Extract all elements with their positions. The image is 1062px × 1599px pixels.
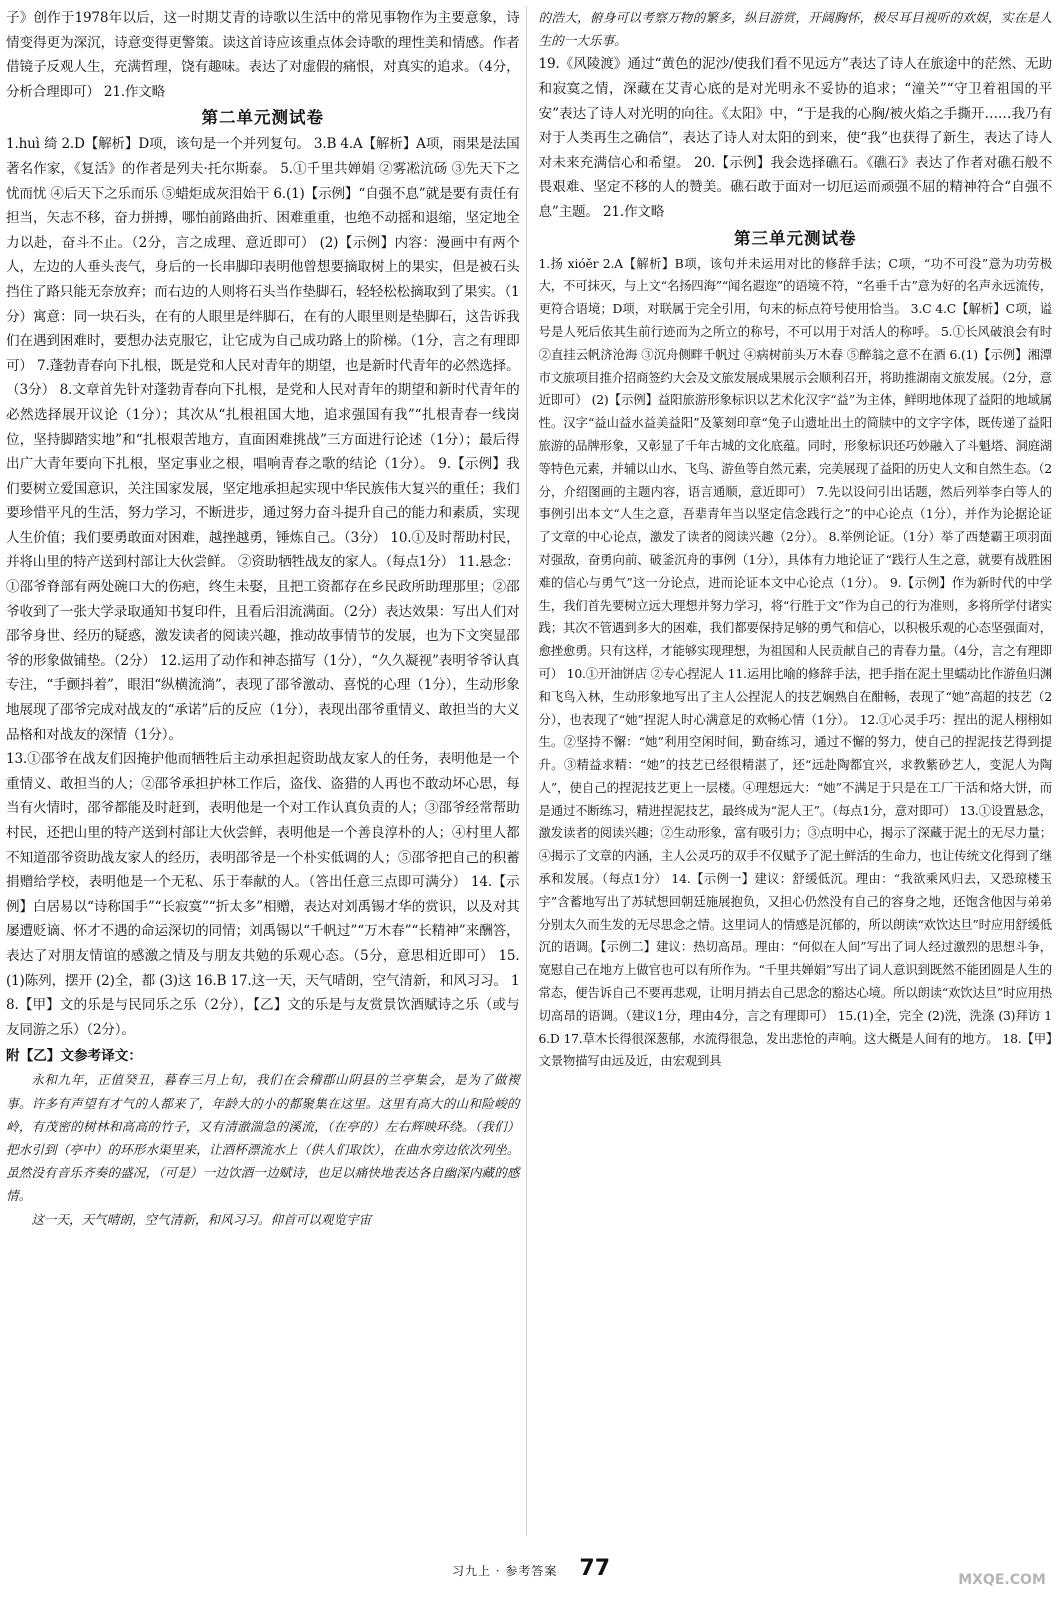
unit2-title: 第二单元测试卷 (201, 108, 324, 128)
unit3-answers: 1.扬 xióěr 2.A【解析】B项，该句并未运用对比的修辞手法；C项，“功不可没”意为功劳极大，不可抹灭，与上文“名扬四海”“闻名遐迩”的语境不符，“名垂千古”意为好的名声永远流传，更符合语境；D项，对联属于完全引用，句末的标点符号使用恰当。 3.C 4.C【解析】C项，谥号是人死后依其生前行迹而为之所立的称号，不可以用于对活人的称呼。 5.①长风破浪会有时 ②直挂云帆济沧海 ③沉舟侧畔千帆过 ④病树前头万木春 ⑤醉翁之意不在酒 6.(1)【示例】湘潭市文旅项目推介招商签约大会及文旅发展成果展示会顺利召开，将助推湖南文旅发展。（2分，意近即可） (2)【示例】益阳旅游形象标识以艺术化汉字“益”为主体，鲜明地体现了益阳的地域属性。汉字“益山益水益美益阳”及篆刻印章“兔子山遗址出土的简牍中的文字字体，既传递了益阳旅游的品牌形象，又彰显了千年古城的文化底蕴。同时，形象标识还巧妙融入了斗魁塔、洞庭湖等特色元素，并辅以山水、飞鸟、游鱼等自然元素，完美展现了益阳的历史人文和自然生态。（2分，介绍图画的主题内容，语言通顺，意近即可） 7.先以设问引出话题，然后列举李白等人的事例引出本文“人生之意，吾辈青年当以坚定信念践行之”的中心论点（1分），并作为论据论证了文章的中心论点，激发了读者的阅读兴趣（2分）。 8.举例论证。（1分）举了西楚霸王项羽面对强敌，奋勇向前、破釜沉舟的事例（1分），具体有力地论证了“践行人生之意，就要有战胜困难的信心与勇气”这一分论点，进而论证本文中心论点（1分）。 9.【示例】作为新时代的中学生，我们首先要树立远大理想并努力学习，将“行胜于文”作为自己的行为准则，多将所学付诸实践；其次不管遇到多大的困难，我们都要保持足够的勇气和信心，以积极乐观的心态坚强面对，愈挫愈勇。只有这样，才能够实现理想，为祖国和人民贡献自己的青春力量。（4分，言之有理即可） 10.①开油饼店 ②专心捏泥人 11.运用比喻的修辞手法，把手指在泥土里蠕动比作游鱼归渊和飞鸟入林，生动形象地写出了主人公捏泥人的技艺娴熟自在酣畅，表现了“她”高超的技艺（2分），也表现了“她”捏泥人时心满意足的欢畅心情（1分）。 12.①心灵手巧：捏出的泥人栩栩如生。②坚持不懈：“她”利用空闲时间，勤奋练习，通过不懈的努力，使自己的捏泥技艺得到提升。③精益求精：“她”的技艺已经很精湛了，还“远赴陶都宜兴，求教紫砂艺人，变泥人为陶人”，使自己的捏泥技艺更上一层楼。④理想远大：“她”不满足于只是在工厂干活和烙大饼，而是通过不断练习，精进捏泥技艺，最终成为“泥人王”。（每点1分，意对即可） 13.①设置悬念，激发读者的阅读兴趣；②生动形象，富有吸引力；③点明中心，揭示了深藏于泥土的无尽力量；④揭示了文章的内涵，主人公灵巧的双手不仅赋予了泥土鲜活的生命力，也让传统文化得到了继承和发展。（每点1分） 14.【示例一】建议：舒缓低沉。理由：“我欲乘风归去，又恐琼楼玉宇”含蓄地写出了苏轼想回朝廷施展抱负，又担心仍然没有自己的容身之地，还饱含他因与弟弟分别太久而生发的无尽思念之情。这里词人的情感是沉郁的，所以朗读“欢饮达旦”时应用舒缓低沉的语调。【示例二】建议：热切高昂。理由：“何似在人间”写出了词人经过激烈的思想斗争，宽慰自己在地方上做官也可以有所作为。“千里共婵娟”写出了词人意识到既然不能团圆是人生的常态，便告诉自己不要再悲观，让明月捎去自己思念的豁达心境。所以朗读“欢饮达旦”时应用热切高昂的语调。（建议1分，理由4分，言之有理即可） 15.(1)全，完全 (2)洗，洗涤 (3)拜访 16.D 17.草木长得很深葱郁，水流得很急，发出悲怆的声响。这大概是人间有的地方。 18.【甲】文景物描写由远及近，由宏观到具 (538, 255, 1052, 1069)
unit3-title: 第三单元测试卷 (734, 228, 857, 248)
translation-heading: 附【乙】文参考译文： (6, 1048, 142, 1065)
page-number: 77 (579, 1556, 611, 1581)
unit2-answers-19-21: 19.《风陵渡》通过“黄色的泥沙/使我们看不见远方”表达了诗人在旅途中的茫然、无助和寂寞之情，深藏在艾青心底的是对光明永不妥协的追求；“潼关”“守卫着祖国的平安”表达了诗人对光明的向往。《太阳》中，“于是我的心胸/被火焰之手撕开……我乃有对于人类再生之确信”，表达了诗人对太阳的到来，使“我”也获得了新生，表达了诗人对未来充满信心和希望。 20.【示例】我会选择礁石。《礁石》表达了作者对礁石般不畏艰难、坚定不移的人的赞美。礁石敢于面对一切厄运而顽强不屈的精神符合“自强不息”主题。 21.作文略 (538, 56, 1052, 220)
unit2-answers: 1.huì 绮 2.D【解析】D项，该句是一个并列复句。 3.B 4.A【解析】A项，雨果是法国著名作家，《复活》的作者是列夫·托尔斯泰。 5.①千里共婵娟 ②雾凇沆砀 ③先天下之忧而忧 ④后天下之乐而乐 ⑤蜡炬成灰泪始干 6.(1)【示例】“自强不息”就是要有责任有担当，矢志不移，奋力拼搏，哪怕前路曲折、困难重重，也绝不动摇和退缩，坚定地全力以赴，奋斗不止。（2分，言之成理、意近即可） (2)【示例】内容：漫画中有两个人，左边的人垂头丧气，身后的一长串脚印表明他曾想要摘取树上的果实，但是被石头挡住了路只能无奈放弃；而右边的人则将石头当作垫脚石，轻轻松松摘取到了果实。（1分）寓意：同一块石头，在有的人眼里是绊脚石，在有的人眼里则是垫脚石，这告诉我们在遇到困难时，要想办法克服它，让它成为自己成功路上的阶梯。（1分，言之有理即可） 7.蓬勃青春向下扎根，既是党和人民对青年的期望，也是新时代青年的必然选择。（3分） 8.文章首先针对蓬勃青春向下扎根，是党和人民对青年的期望和新时代青年的必然选择展开议论（1分）；其次从“扎根祖国大地，追求强国有我”“扎根青春一线岗位，坚持脚踏实地”和“扎根艰苦地方，直面困难挑战”三方面进行论述（1分）；最后得出广大青年要向下扎根，坚定事业之根，唱响青春之歌的结论（1分）。 9.【示例】我们要树立爱国意识，关注国家发展，坚定地承担起实现中华民族伟大复兴的重任；我们要珍惜平凡的生活，努力学习，不断进步，通过努力奋斗提升自己的能力和素质，实现人生价值；我们要勇敢面对困难，越挫越勇，锤炼自己。（3分） 10.①及时帮助村民，并将山里的特产送到村部让大伙尝鲜。 ②资助牺牲战友的家人。（每点1分） 11.悬念：①邵爷脊部有两处碗口大的伤疤，终生未娶，且把工资都存在乡民政所助理那里；②邵爷收到了一张大学录取通知书复印件，且看后泪流满面。（2分）表达效果：写出人们对邵爷身世、经历的疑惑，激发读者的阅读兴趣，推动故事情节的发展，也为下文突显邵爷的形象做铺垫。（2分） 12.运用了动作和神态描写（1分），“久久凝视”表明爷爷认真专注，“手颤抖着”，眼泪“纵横流淌”，表现了邵爷激动、喜悦的心理（1分），生动形象地展现了邵爷完成对战友的“承诺”后的反应（1分），表现出邵爷重情义、敢担当的大义品格和对战友的深情（1分）。 (6, 136, 520, 743)
unit2-answers-cont: 13.①邵爷在战友们因掩护他而牺牲后主动承担起资助战友家人的任务，表明他是一个重情义、敢担当的人；②邵爷承担护林工作后，盗伐、盗猎的人再也不敢动坏心思，每当有火情时，邵爷都能及时赶到，表明他是一个对工作认真负责的人；③邵爷经常帮助村民，还把山里的特产送到村部让大伙尝鲜，表明他是一个善良淳朴的人；④村里人都不知道邵爷资助战友家人的经历，表明邵爷是一个朴实低调的人；⑤邵爷把自己的积蓄捐赠给学校，表明他是一个无私、乐于奉献的人。（答出任意三点即可满分） 14.【示例】白居易以“诗称国手”“长寂寞”“折太多”相赠，表达对刘禹锡才华的赏识，以及对其屡遭贬谪、怀才不遇的命运深切的同情；刘禹锡以“千帆过”“万木春”“长精神”来酬答，表达了对朋友情谊的感激之情及与朋友共勉的乐观心态。（5分，意思相近即可） 15.(1)陈列，摆开 (2)全，都 (3)这 16.B 17.这一天，天气晴朗，空气清新，和风习习。 18.【甲】文的乐是与民同乐之乐（2分），【乙】文的乐是与友赏景饮酒赋诗之乐（或与友同游之乐）（2分）。 (6, 751, 520, 1038)
left-column (6, 6, 527, 1536)
watermark-logo (956, 1563, 1048, 1593)
unit1-tail-text: 子》创作于1978年以后，这一时期艾青的诗歌以生活中的常见事物作为主要意象，诗情变得更为深沉，诗意变得更警策。读这首诗应该重点体会诗歌的理性美和情感。作者借镜子反观人生，充满哲理，饶有趣味。表达了对虚假的痛恨，对真实的追求。（4分，分析合理即可） 21.作文略 (6, 10, 520, 100)
two-column-layout (6, 6, 1052, 1536)
watermark-text: MXQE.COM (958, 1572, 1046, 1588)
footer-label: 习九上 · 参考答案 (451, 1564, 558, 1578)
translation-paragraph-1: 永和九年，正值癸丑，暮春三月上旬，我们在会稽郡山阴县的兰亭集会，是为了做褉事。许多有声望有才气的人都来了，年龄大的小的都聚集在这里。这里有高大的山和险峻的岭，有茂密的树林和高高的竹子，又有清澈湍急的溪流，（在亭的）左右辉映环绕。（我们）把水引到（亭中）的环形水渠里来，让酒杯漂流水上（供人们取饮），在曲水旁边依次列坐。虽然没有音乐齐奏的盛况，（可是）一边饮酒一边赋诗，也足以痛快地表达各自幽深内藏的感情。 (6, 1072, 520, 1204)
translation-continued: 的浩大，俯身可以考察万物的繁多，纵目游赏，开阔胸怀，极尽耳目视听的欢娱，实在是人生的一大乐事。 (538, 10, 1052, 49)
translation-paragraph-2: 这一天，天气晴朗，空气清新，和风习习。仰首可以观览宇宙 (31, 1211, 372, 1227)
right-column (539, 6, 1053, 1536)
page-footer (0, 1556, 1062, 1581)
